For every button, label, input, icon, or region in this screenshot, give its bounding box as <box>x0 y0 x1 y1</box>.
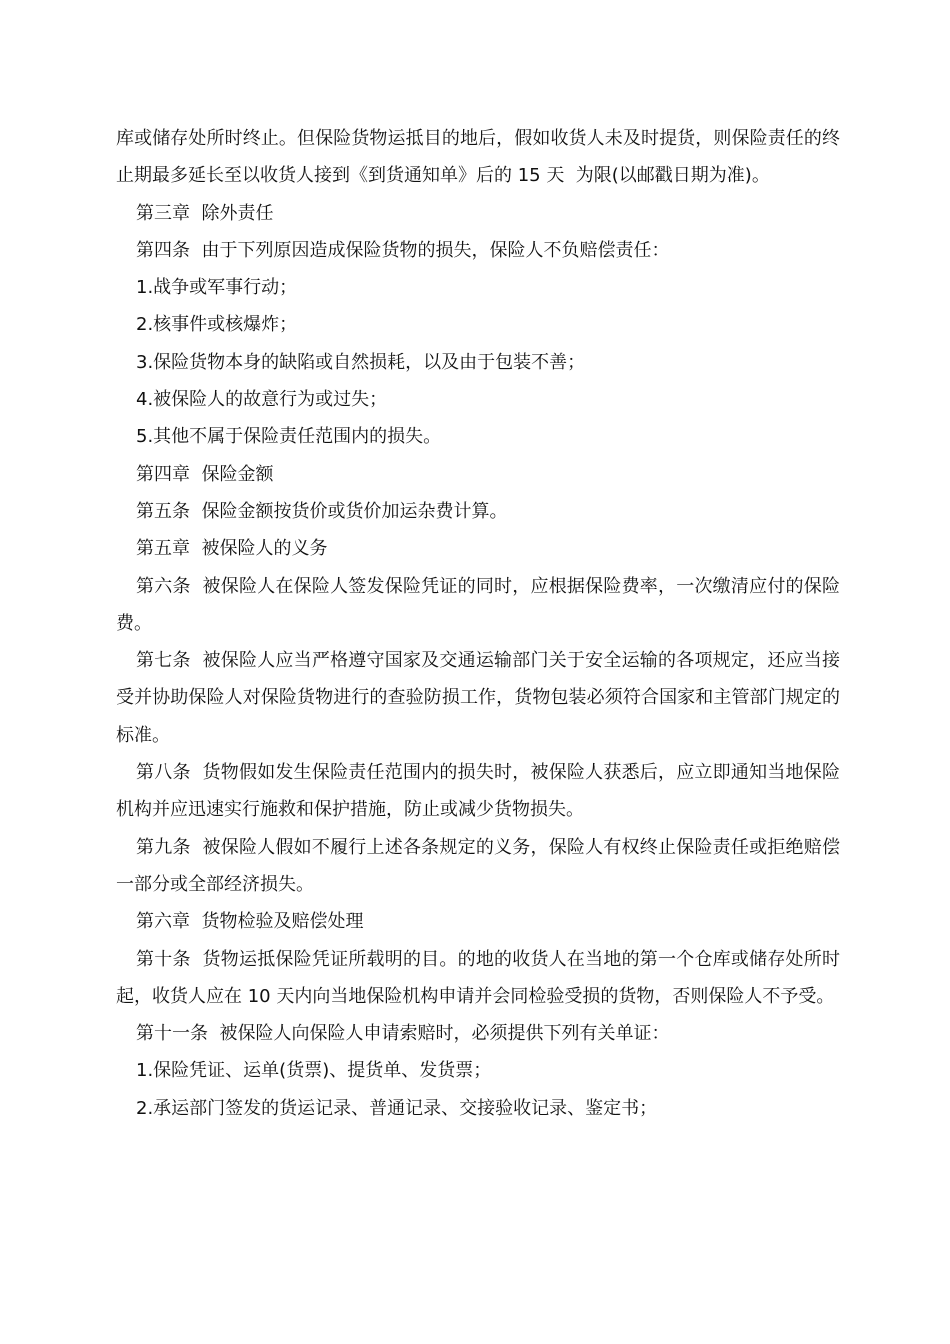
list-item: 1.保险凭证、运单(货票)、提货单、发货票； <box>136 1060 492 1082</box>
article-4: 第四条 由于下列原因造成保险货物的损失，保险人不负赔偿责任： <box>136 239 670 261</box>
article-6: 第六条 被保险人在保险人签发保险凭证的同时，应根据保险费率，一次缴清应付的保险费。 <box>116 575 840 634</box>
list-item: 3.保险货物本身的缺陷或自然损耗，以及由于包装不善； <box>136 351 586 373</box>
article-5: 第五条 保险金额按货价或货价加运杂费计算。 <box>136 500 508 522</box>
chapter-heading-5: 第五章 被保险人的义务 <box>136 538 328 560</box>
list-item: 5.其他不属于保险责任范围内的损失。 <box>136 426 442 448</box>
list-item: 1.战争或军事行动； <box>136 277 298 299</box>
article-10: 第十条 货物运抵保险凭证所载明的目。的地的收货人在当地的第一个仓库或储存处所时起，收货人应在 10 天内向当地保险机构申请并会同检验受损的货物，否则保险人不予受。 <box>116 948 840 1007</box>
chapter-heading-6: 第六章 货物检验及赔偿处理 <box>136 911 364 933</box>
article-8: 第八条 货物假如发生保险责任范围内的损失时，被保险人获悉后，应立即通知当地保险机构并应迅速实行施救和保护措施，防止或减少货物损失。 <box>116 762 840 821</box>
paragraph-continuation: 库或储存处所时终止。但保险货物运抵目的地后，假如收货人未及时提货，则保险责任的终止期最多延长至以收货人接到《到货通知单》后的 15 天 为限(以邮戳日期为准)。 <box>116 128 840 187</box>
chapter-heading-3: 第三章 除外责任 <box>136 202 274 224</box>
article-7: 第七条 被保险人应当严格遵守国家及交通运输部门关于安全运输的各项规定，还应当接受并协助保险人对保险货物进行的查验防损工作，货物包装必须符合国家和主管部门规定的标准。 <box>116 650 840 746</box>
list-item: 4.被保险人的故意行为或过失； <box>136 389 388 411</box>
chapter-heading-4: 第四章 保险金额 <box>136 463 274 485</box>
article-9: 第九条 被保险人假如不履行上述各条规定的义务，保险人有权终止保险责任或拒绝赔偿一部分或全部经济损失。 <box>116 836 840 895</box>
list-item: 2.核事件或核爆炸； <box>136 314 298 336</box>
document-page <box>116 120 840 1127</box>
list-item: 2.承运部门签发的货运记录、普通记录、交接验收记录、鉴定书； <box>136 1097 658 1119</box>
article-11: 第十一条 被保险人向保险人申请索赔时，必须提供下列有关单证： <box>136 1023 670 1045</box>
